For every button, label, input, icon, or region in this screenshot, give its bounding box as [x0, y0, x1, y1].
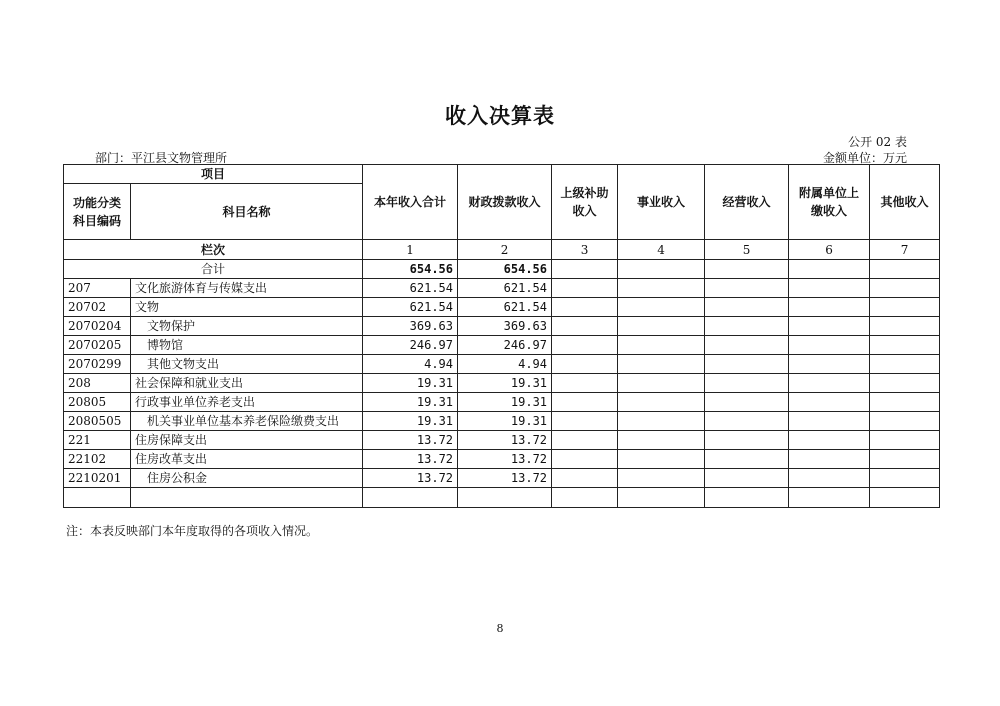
- row-total: 13.72: [363, 450, 458, 469]
- row-total: 246.97: [363, 336, 458, 355]
- index-cell: 2: [458, 240, 552, 260]
- row-name: 住房公积金: [131, 469, 363, 488]
- table-row: [64, 450, 940, 469]
- header-superior: 上级补助 收入: [552, 165, 618, 240]
- row-code: 208: [64, 374, 131, 393]
- row-code: 2080505: [64, 412, 131, 431]
- row-name: 行政事业单位养老支出: [131, 393, 363, 412]
- header-func-code: 功能分类 科目编码: [64, 184, 131, 240]
- page-title: 收入决算表: [445, 104, 555, 128]
- row-total: 621.54: [363, 279, 458, 298]
- row-name: 博物馆: [131, 336, 363, 355]
- table-row: [64, 298, 940, 317]
- department-label: 部门：平江县文物管理所: [95, 151, 228, 165]
- table-row: [64, 279, 940, 298]
- table-row: [64, 336, 940, 355]
- row-fiscal: 13.72: [458, 431, 552, 450]
- row-name: 住房保障支出: [131, 431, 363, 450]
- index-label: 栏次: [64, 240, 363, 260]
- index-cell: 6: [789, 240, 870, 260]
- index-cell: 4: [618, 240, 705, 260]
- row-code: 20702: [64, 298, 131, 317]
- header-subject-name: 科目名称: [131, 184, 363, 240]
- row-fiscal: 4.94: [458, 355, 552, 374]
- header-operating: 经营收入: [705, 165, 789, 240]
- row-code: 207: [64, 279, 131, 298]
- row-total: 13.72: [363, 469, 458, 488]
- row-code: 2210201: [64, 469, 131, 488]
- row-total: 19.31: [363, 374, 458, 393]
- index-cell: 1: [363, 240, 458, 260]
- unit-label: 金额单位：万元: [822, 151, 907, 165]
- row-fiscal: 19.31: [458, 374, 552, 393]
- table-row: [64, 355, 940, 374]
- row-total: 369.63: [363, 317, 458, 336]
- total-fiscal-value: 654.56: [458, 260, 552, 279]
- form-code: 公开 02 表: [848, 135, 907, 149]
- header-business: 事业收入: [618, 165, 705, 240]
- table-row: [64, 374, 940, 393]
- row-total: 19.31: [363, 412, 458, 431]
- header-project: 项目: [64, 165, 363, 184]
- header-other: 其他收入: [870, 165, 940, 240]
- row-name: 其他文物支出: [131, 355, 363, 374]
- income-table: [63, 164, 940, 508]
- total-label: 合计: [64, 260, 363, 279]
- row-fiscal: 621.54: [458, 298, 552, 317]
- row-code: 2070205: [64, 336, 131, 355]
- row-code: 2070299: [64, 355, 131, 374]
- row-name: 社会保障和就业支出: [131, 374, 363, 393]
- row-fiscal: 369.63: [458, 317, 552, 336]
- row-name: 住房改革支出: [131, 450, 363, 469]
- page-number: 8: [496, 622, 504, 635]
- row-total: 13.72: [363, 431, 458, 450]
- table-row: [64, 317, 940, 336]
- table-row: [64, 393, 940, 412]
- table-row: [64, 412, 940, 431]
- table-row: [64, 469, 940, 488]
- table-row: [64, 431, 940, 450]
- row-total: 19.31: [363, 393, 458, 412]
- header-affiliated: 附属单位上 缴收入: [789, 165, 870, 240]
- row-name: 文物: [131, 298, 363, 317]
- row-fiscal: 246.97: [458, 336, 552, 355]
- row-code: 221: [64, 431, 131, 450]
- table-note: 注：本表反映部门本年度取得的各项收入情况。: [66, 524, 319, 538]
- row-name: 文化旅游体育与传媒支出: [131, 279, 363, 298]
- total-income-value: 654.56: [363, 260, 458, 279]
- row-name: 机关事业单位基本养老保险缴费支出: [131, 412, 363, 431]
- row-fiscal: 13.72: [458, 450, 552, 469]
- row-total: 4.94: [363, 355, 458, 374]
- row-code: 22102: [64, 450, 131, 469]
- header-total-income: 本年收入合计: [363, 165, 458, 240]
- index-cell: 3: [552, 240, 618, 260]
- index-cell: 7: [870, 240, 940, 260]
- index-cell: 5: [705, 240, 789, 260]
- row-fiscal: 19.31: [458, 393, 552, 412]
- row-name: 文物保护: [131, 317, 363, 336]
- row-code: 20805: [64, 393, 131, 412]
- header-fiscal: 财政拨款收入: [458, 165, 552, 240]
- row-total: 621.54: [363, 298, 458, 317]
- row-fiscal: 19.31: [458, 412, 552, 431]
- row-fiscal: 621.54: [458, 279, 552, 298]
- row-fiscal: 13.72: [458, 469, 552, 488]
- table-row-empty: [64, 488, 940, 508]
- row-code: 2070204: [64, 317, 131, 336]
